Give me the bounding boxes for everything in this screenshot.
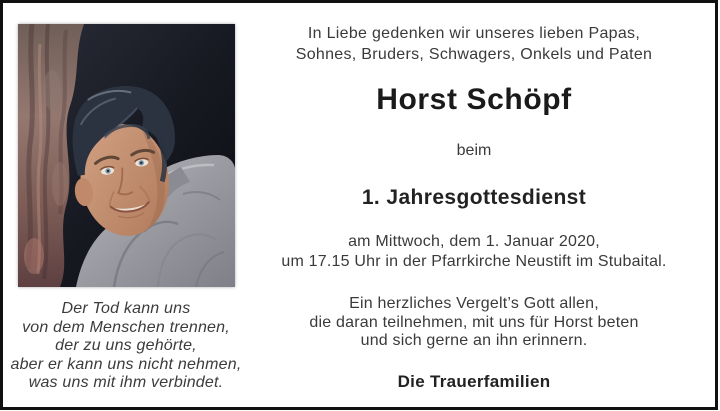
service-title: 1. Jahresgottesdienst: [361, 186, 587, 209]
poem-line: von dem Menschen trennen,: [22, 318, 230, 336]
service-detail-line: am Mittwoch, dem 1. Januar 2020,: [348, 233, 600, 250]
thanks-line: die daran teilnehmen, mit uns für Horst beten: [309, 313, 639, 331]
intro-line: In Liebe gedenken wir unseres lieben Papas,: [307, 25, 641, 42]
poem-line: der zu uns gehörte,: [55, 337, 197, 354]
portrait-illustration: [18, 24, 235, 287]
thanks-text: [239, 295, 709, 351]
poem-line: was uns mit ihm verbindet.: [28, 374, 224, 391]
poem-line: aber er kann uns nicht nehmen,: [10, 355, 242, 373]
deceased-name: Horst Schöpf: [376, 83, 572, 116]
thanks-line: Ein herzliches Vergelt’s Gott allen,: [349, 295, 599, 312]
intro-line: Sohnes, Bruders, Schwagers, Onkels und Paten: [295, 46, 653, 63]
intro-text: [239, 23, 709, 65]
memorial-poem: [5, 300, 247, 393]
poem-line: Der Tod kann uns: [61, 300, 191, 317]
signature: Die Trauerfamilien: [397, 372, 551, 391]
service-detail-line: um 17.15 Uhr in der Pfarrkirche Neustift im Stubaital.: [281, 253, 667, 270]
thanks-line: und sich gerne an ihn erinnern.: [360, 332, 588, 349]
portrait-photo: [18, 24, 235, 287]
preposition-beim: beim: [456, 142, 492, 159]
service-details: [239, 232, 709, 272]
